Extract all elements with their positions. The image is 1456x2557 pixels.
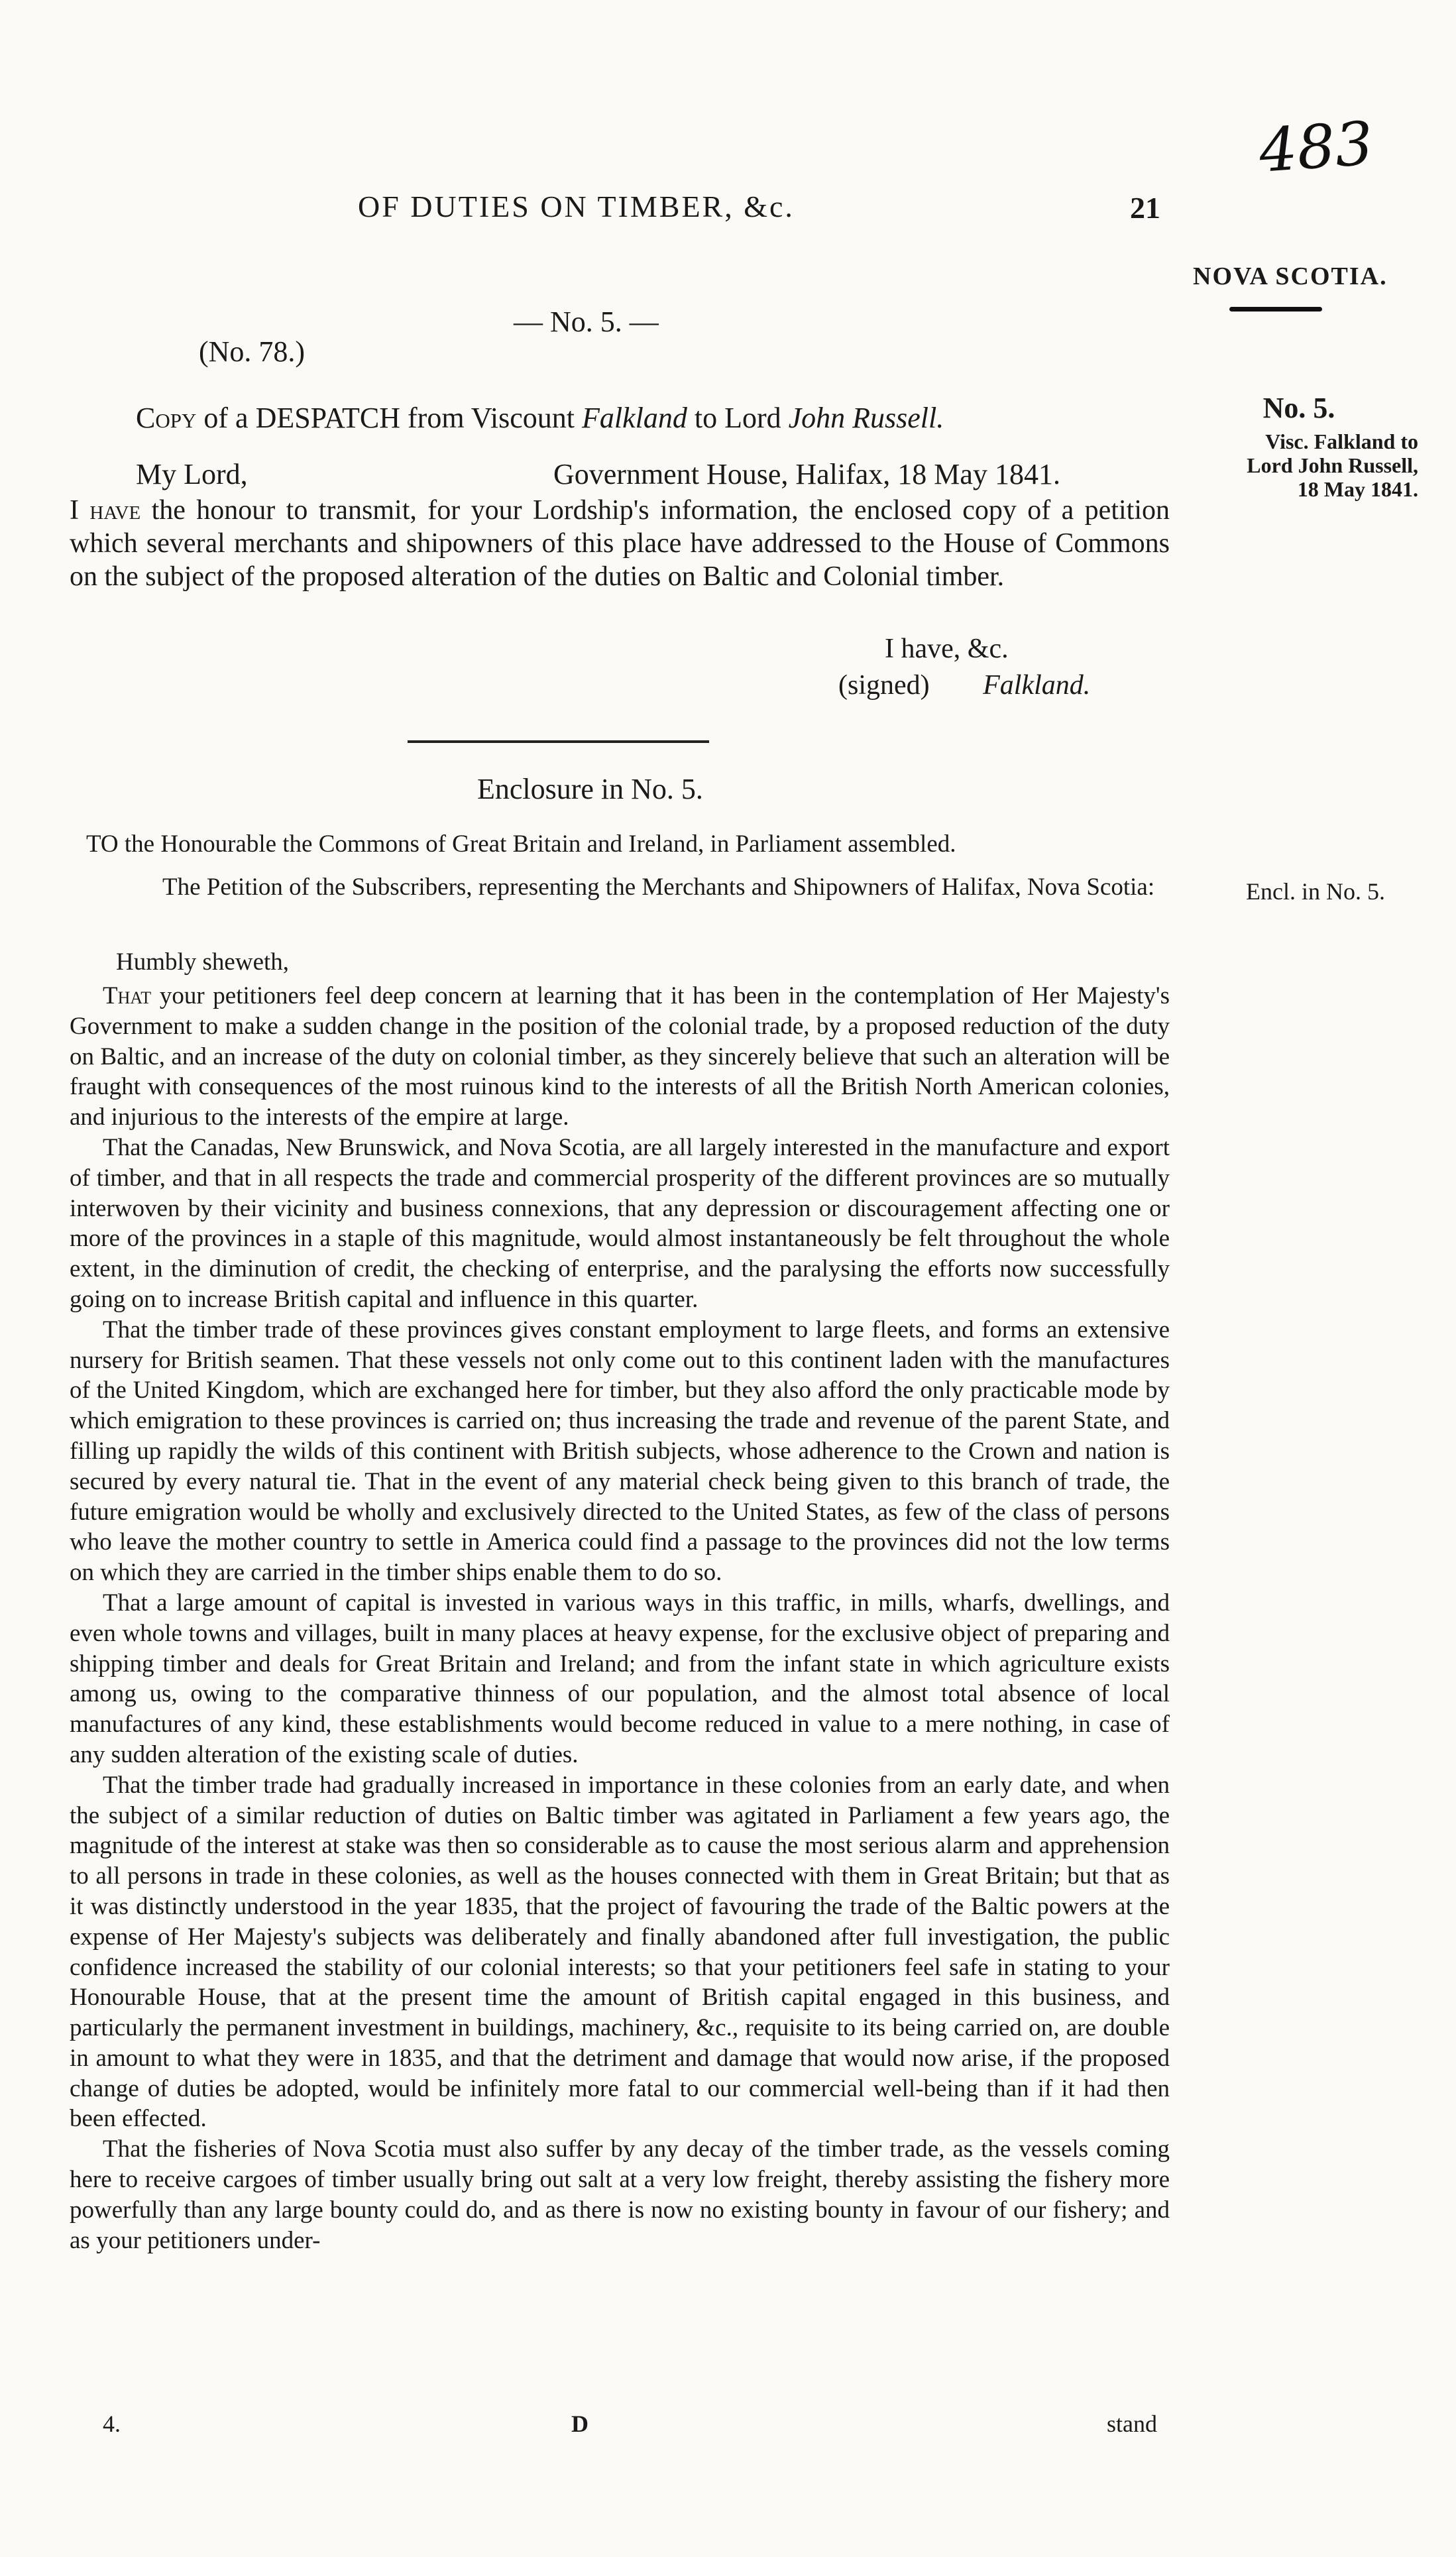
document-number: — No. 5. — (514, 306, 659, 338)
heading-recipient: John Russell. (788, 402, 944, 434)
footer-catchword: stand (1107, 2411, 1157, 2437)
heading-despatch: DESPATCH (255, 402, 401, 434)
despatch-heading (136, 401, 944, 435)
humbly-sheweth: Humbly sheweth, (116, 948, 290, 976)
letter-body (70, 494, 1170, 593)
paragraph-text: your petitioners feel deep concern at learning that it has been in the contemplation of Her Majesty's Government to make a sudden change in the position of the colonial trade, by a proposed reduction of the duty on Baltic, and an increase of the duty on colonial timber, as they sincerely believe that such an alteration will be fraught with consequences of the most ruinous kind to the interests of all the British North American colonies, and injurious to the interests of the empire at large. (70, 982, 1170, 1131)
section-divider (408, 740, 709, 743)
signature: Falkland. (983, 670, 1091, 701)
region-label: NOVA SCOTIA. (1193, 262, 1388, 290)
petition-address: TO the Honourable the Commons of Great Britain and Ireland, in Parliament assembled. (86, 830, 956, 858)
petition-body (70, 981, 1170, 2255)
letter-body-text: the honour to transmit, for your Lordship's information, the enclosed copy of a petition which several merchants and shipowners of this place have addressed to the House of Commons on the subject of the proposed alteration of the duties on Baltic and Colonial timber. (70, 495, 1170, 592)
footer-sheet-mark: D (571, 2411, 588, 2437)
heading-of-a: of a (203, 402, 249, 434)
running-head: OF DUTIES ON TIMBER, &c. (358, 190, 795, 223)
letter-closing: I have, &c. (885, 634, 1009, 664)
petition-paragraph-1 (70, 981, 1170, 1133)
heading-sender: Falkland (581, 402, 687, 434)
side-note-description (1186, 429, 1418, 501)
petition-paragraph-6: That the fisheries of Nova Scotia must also suffer by any decay of the timber trade, as the vessels coming here to receive cargoes of timber usually bring out salt at a very low freight, thereby assisting the fishery more powerfully than any large bounty could do, and as there is now no existing bounty in favour of our fishery; and as your petitioners under- (70, 2135, 1170, 2254)
region-underline (1229, 307, 1322, 312)
side-note-number: No. 5. (1262, 392, 1335, 424)
side-note-line-1: Visc. Falkland to (1265, 429, 1418, 453)
place-date: Government House, Halifax, 18 May 1841. (553, 458, 1060, 490)
petition-paragraph-2: That the Canadas, New Brunswick, and Nova Scotia, are all largely interested in the manufacture and export of timber, and that in all respects the trade and commercial prosperity of the different provinces are so mutually interwoven by their vicinity and business connexions, that any depression or discouragement affecting one or more of the provinces in a staple of this magnitude, would almost instantaneously be felt throughout the whole extent, in the diminution of credit, the checking of enterprise, and the paralysing the efforts now successfully going on to increase British capital and influence in this quarter. (70, 1133, 1170, 1313)
petition-paragraph-5: That the timber trade had gradually increased in importance in these colonies from an early date, and when the subject of a similar reduction of duties on Baltic timber was agitated in Parliament a few years ago, the magnitude of the interest at stake was then so considerable as to cause the most serious alarm and apprehension to all persons in trade in these colonies, as well as the houses connected with them in Great Britain; but that as it was distinctly understood in the year 1835, that the project of favouring the trade of the Baltic powers at the expense of Her Majesty's subjects was deliberately and finally abandoned after full investigation, the public confidence increased the stability of our colonial interests; so that your petitioners feel safe in stating to your Honourable House, that at the present time the amount of British capital engaged in this business, and particularly the permanent investment in buildings, machinery, &c., requisite to its being carried on, are double in amount to what they were in 1835, and that the detriment and damage that would now arise, if the proposed change of duties be adopted, would be infinitely more fatal to our commercial well-being than if it had then been effected. (70, 1771, 1170, 2133)
signed-label: (signed) (838, 670, 930, 701)
enclosure-heading: Enclosure in No. 5. (477, 773, 703, 805)
petition-paragraph-4: That a large amount of capital is invested in various ways in this traffic, in mills, wharfs, dwellings, and even whole towns and villages, built in many places at heavy expense, for the exclusive object of preparing and shipping timber and deals for Great Britain and Ireland; and from the infant state in which agriculture exists among us, owing to the comparative thinness of our population, and the almost total absence of local manufactures of any kind, these establishments would become reduced in value to a mere nothing, in case of any sudden alteration of the existing scale of duties. (70, 1589, 1170, 1768)
paragraph-lead: That (103, 982, 152, 1009)
signature-line (838, 669, 1090, 701)
petition-title: The Petition of the Subscribers, representing the Merchants and Shipowners of Halifax, Nova Scotia: (162, 874, 1155, 901)
side-note-line-3: 18 May 1841. (1297, 477, 1418, 501)
original-number: (No. 78.) (199, 335, 306, 368)
heading-copy: Copy (136, 402, 197, 434)
petition-paragraph-3: That the timber trade of these provinces gives constant employment to large fleets, and forms an extensive nursery for British seamen. That these vessels not only come out to this continent laden with the manufactures of the United Kingdom, which are exchanged here for timber, but they also afford the only practicable mode by which emigration to these provinces is carried on; thus increasing the trade and revenue of the parent State, and filling up rapidly the wilds of this continent with British subjects, whose adherence to the Crown and nation is secured by every natural tie. That in the event of any material check being given to this branch of trade, the future emigration would be wholly and exclusively directed to the United States, as few of the class of persons who leave the mother country to settle in America could find a passage to the provinces did not the low terms on which they are carried in the timber ships enable them to do so. (70, 1316, 1170, 1587)
letter-body-lead: I have (70, 495, 141, 526)
salutation: My Lord, (136, 458, 248, 490)
folio-number: 483 (1257, 109, 1376, 186)
heading-from: from Viscount (408, 402, 575, 434)
enclosure-side-note: Encl. in No. 5. (1246, 878, 1385, 905)
page-number: 21 (1130, 191, 1160, 225)
side-note-line-2: Lord John Russell, (1247, 453, 1418, 477)
footer-signature-mark: 4. (103, 2411, 121, 2437)
heading-to: to Lord (694, 402, 781, 434)
